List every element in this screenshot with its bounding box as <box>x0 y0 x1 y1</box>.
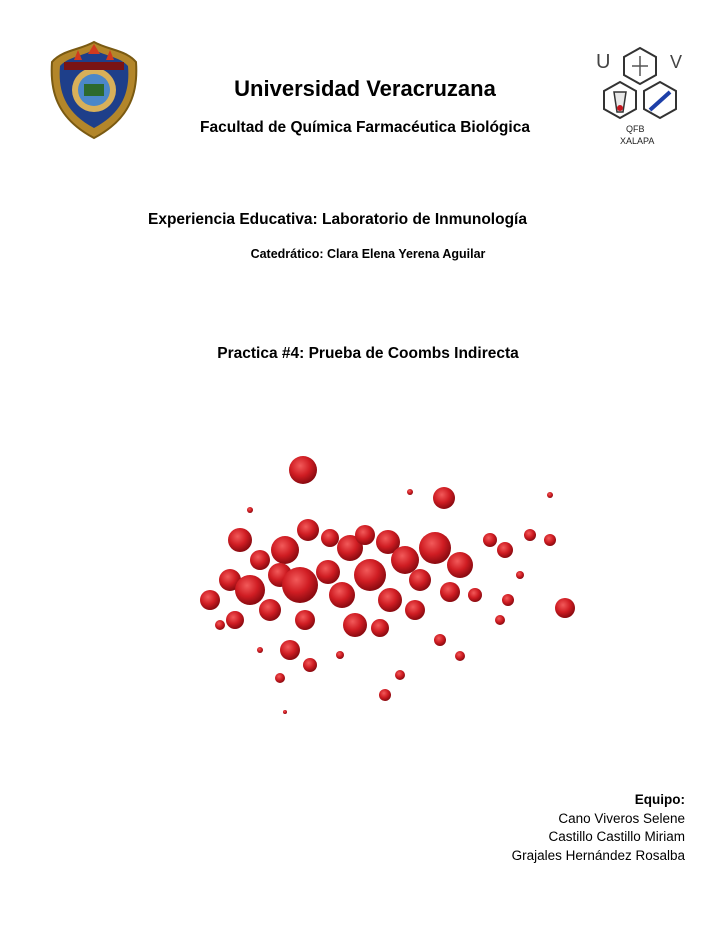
team-member: Cano Viveros Selene <box>558 810 685 826</box>
universidad-veracruzana-seal-icon <box>48 40 140 140</box>
qfb-xalapa-logo-icon <box>590 42 690 150</box>
educational-experience: Experiencia Educativa: Laboratorio de Inmunología <box>148 211 527 228</box>
team-title: Equipo: <box>634 792 685 807</box>
svg-text:V: V <box>670 52 683 72</box>
teacher-name: Catedrático: Clara Elena Yerena Aguilar <box>250 247 486 261</box>
svg-text:U: U <box>596 51 611 73</box>
red-blood-cells-image <box>190 450 590 730</box>
practice-title: Practica #4: Prueba de Coombs Indirecta <box>217 345 519 362</box>
team-member: Castillo Castillo Miriam <box>548 829 685 844</box>
svg-text:QFB: QFB <box>626 124 645 134</box>
university-title: Universidad Veracruzana <box>234 76 496 101</box>
faculty-subtitle: Facultad de Química Farmacéutica Biológica <box>200 119 530 136</box>
team-member: Grajales Hernández Rosalba <box>511 847 685 863</box>
svg-text:XALAPA: XALAPA <box>620 136 655 146</box>
team-block <box>512 791 685 865</box>
